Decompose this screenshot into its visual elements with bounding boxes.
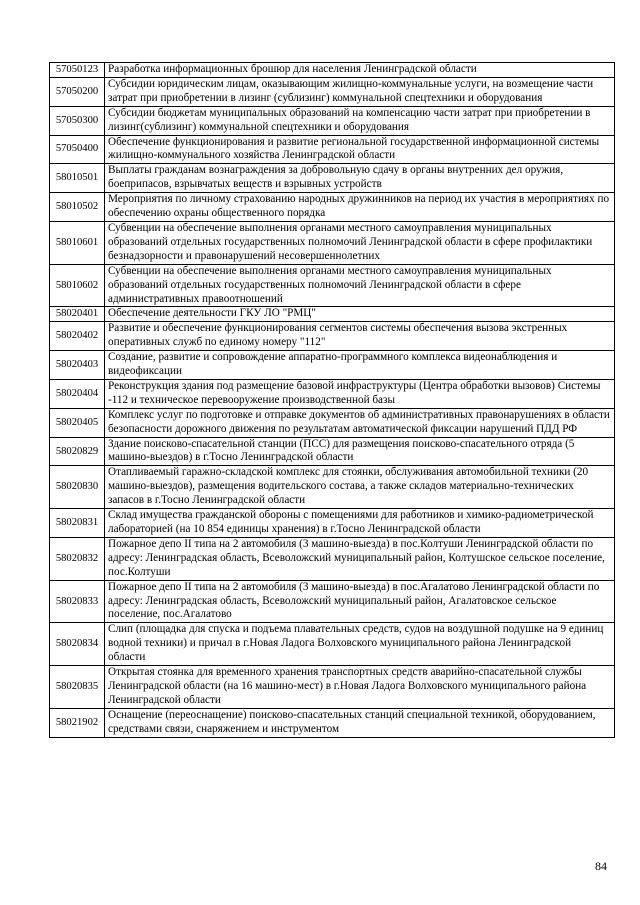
table-row xyxy=(50,537,615,580)
table-row xyxy=(50,408,615,437)
description-cell: Развитие и обеспечение функционирования сегментов системы обеспечения вызова экстренных оперативных служб по единому номеру "112" xyxy=(105,322,615,351)
table-row xyxy=(50,322,615,351)
description-cell: Пожарное депо II типа на 2 автомобиля (3 машино-выезда) в пос.Колтуши Ленинградской области по адресу: Ленинградская область, Всеволожский муниципальный район, Колтушское сельское поселение, пос.Колтуши xyxy=(105,537,615,580)
table-row xyxy=(50,623,615,666)
table-row xyxy=(50,63,615,78)
table-row xyxy=(50,708,615,737)
code-cell: 58020835 xyxy=(50,666,105,709)
table-row xyxy=(50,509,615,538)
description-cell: Комплекс услуг по подготовке и отправке документов об административных правонарушениях в области безопасности дорожного движения по результатам автоматической фиксации нарушений ПДД РФ xyxy=(105,408,615,437)
description-cell: Создание, развитие и сопровождение аппаратно-программного комплекса видеонаблюдения и видеофиксации xyxy=(105,351,615,380)
description-cell: Здание поисково-спасательной станции (ПСС) для размещения поисково-спасательного отряда (5 машино-выездов) в г.Тосно Ленинградской области xyxy=(105,437,615,466)
code-cell: 58020829 xyxy=(50,437,105,466)
code-cell: 58020832 xyxy=(50,537,105,580)
table-row xyxy=(50,77,615,106)
code-cell: 58010602 xyxy=(50,264,105,307)
budget-codes-table xyxy=(49,62,615,738)
code-cell: 57050123 xyxy=(50,63,105,78)
code-cell: 57050200 xyxy=(50,77,105,106)
code-cell: 58020833 xyxy=(50,580,105,623)
description-cell: Пожарное депо II типа на 2 автомобиля (3 машино-выезда) в пос.Агалатово Ленинградской области по адресу: Ленинградская область, Всеволожский муниципальный район, Агалатовское сельское поселение, пос.Агалатово xyxy=(105,580,615,623)
table-body xyxy=(50,63,615,738)
table-row xyxy=(50,437,615,466)
table-row xyxy=(50,106,615,135)
code-cell: 58021902 xyxy=(50,708,105,737)
description-cell: Оснащение (переоснащение) поисково-спасательных станций специальной техникой, оборудованием, средствами связи, снаряжением и инструментом xyxy=(105,708,615,737)
description-cell: Отапливаемый гаражно-складской комплекс для стоянки, обслуживания автомобильной техники (20 машино-выездов), размещения водительского состава, а также складов материально-технических запасов в г.Тосно Ленинградской области xyxy=(105,466,615,509)
table-row xyxy=(50,666,615,709)
table-row xyxy=(50,379,615,408)
description-cell: Склад имущества гражданской обороны с помещениями для работников и химико-радиометрической лабораторией (на 10 854 единицы хранения) в г.Тосно Ленинградской области xyxy=(105,509,615,538)
code-cell: 58010501 xyxy=(50,164,105,193)
code-cell: 58020401 xyxy=(50,307,105,322)
page-number: 84 xyxy=(595,859,607,873)
table-row xyxy=(50,264,615,307)
code-cell: 58010502 xyxy=(50,193,105,222)
description-cell: Субсидии бюджетам муниципальных образований на компенсацию части затрат при приобретении в лизинг(сублизинг) коммунальной спецтехники и оборудования xyxy=(105,106,615,135)
description-cell: Субсидии юридическим лицам, оказывающим жилищно-коммунальные услуги, на возмещение части затрат при приобретении в лизинг (сублизинг) коммунальной спецтехники и оборудования xyxy=(105,77,615,106)
description-cell: Обеспечение деятельности ГКУ ЛО "РМЦ" xyxy=(105,307,615,322)
description-cell: Слип (площадка для спуска и подъема плавательных средств, судов на воздушной подушке на 9 единиц водной техники) и причал в г.Новая Ладога Волховского муниципального района Ленинградской области xyxy=(105,623,615,666)
table-row xyxy=(50,307,615,322)
table-row xyxy=(50,221,615,264)
description-cell: Обеспечение функционирования и развитие региональной государственной информационной системы жилищно-коммунального хозяйства Ленинградской области xyxy=(105,135,615,164)
table-row xyxy=(50,135,615,164)
table-row xyxy=(50,164,615,193)
table-row xyxy=(50,466,615,509)
code-cell: 58020834 xyxy=(50,623,105,666)
description-cell: Реконструкция здания под размещение базовой инфраструктуры (Центра обработки вызовов) Системы -112 и техническое перевооружение производственной базы xyxy=(105,379,615,408)
description-cell: Открытая стоянка для временного хранения транспортных средств аварийно-спасательной службы Ленинградской области (на 16 машино-мест) в г.Новая Ладога Волховского муниципального района Ленинградской области xyxy=(105,666,615,709)
code-cell: 58020404 xyxy=(50,379,105,408)
code-cell: 57050300 xyxy=(50,106,105,135)
code-cell: 58020405 xyxy=(50,408,105,437)
code-cell: 58020830 xyxy=(50,466,105,509)
code-cell: 58020403 xyxy=(50,351,105,380)
description-cell: Разработка информационных брошюр для населения Ленинградской области xyxy=(105,63,615,78)
code-cell: 57050400 xyxy=(50,135,105,164)
code-cell: 58020831 xyxy=(50,509,105,538)
description-cell: Субвенции на обеспечение выполнения органами местного самоуправления муниципальных образований отдельных государственных полномочий Ленинградской области в сфере административных правоотношений xyxy=(105,264,615,307)
description-cell: Выплаты гражданам вознаграждения за добровольную сдачу в органы внутренних дел оружия, боеприпасов, взрывчатых веществ и взрывных устройств xyxy=(105,164,615,193)
description-cell: Субвенции на обеспечение выполнения органами местного самоуправления муниципальных образований отдельных государственных полномочий Ленинградской области в сфере профилактики безнадзорности и правонарушений несовершеннолетних xyxy=(105,221,615,264)
table-row xyxy=(50,193,615,222)
code-cell: 58020402 xyxy=(50,322,105,351)
code-cell: 58010601 xyxy=(50,221,105,264)
table-row xyxy=(50,351,615,380)
table-row xyxy=(50,580,615,623)
description-cell: Мероприятия по личному страхованию народных дружинников на период их участия в мероприятиях по обеспечению охраны общественного порядка xyxy=(105,193,615,222)
